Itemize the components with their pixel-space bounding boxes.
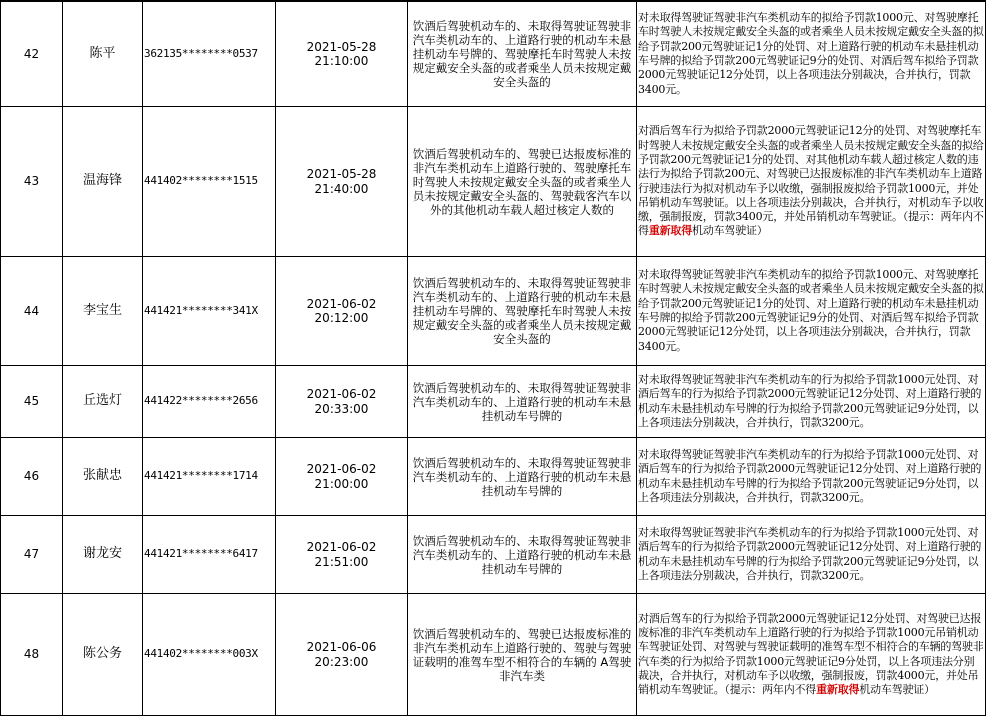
cell-penalty <box>637 366 986 438</box>
cell-id <box>143 366 276 438</box>
violation-date: 2021-06-02 <box>306 462 377 476</box>
cell-id <box>143 516 276 594</box>
penalty-table <box>0 1 986 716</box>
penalty-text: 对酒后驾车行为拟给予罚款2000元驾驶证记12分的处罚、对驾驶摩托车时驾驶人未按规定戴安全头盔的或者乘坐人员未按规定戴安全头盔的拟给予罚款200元驾驶证记1分的处罚、对其他机动车载人超过核定人数的违法行为拟给予罚款200元、对驾驶已达报废标准的非汽车类机动车上道路行驶违法行为拟对机动车予以收缴，强制报废拟给予罚款1000元，并处吊销机动车驾驶证。以上各项违法分别裁决，合并执行，对机动车予以收缴，强制报废，罚款3400元，并处吊销机动车驾驶证。（提示：两年内不得 <box>638 124 984 238</box>
cell-name <box>63 366 143 438</box>
cell-time <box>276 366 408 438</box>
violation-text: 饮酒后驾驶机动车的、未取得驾驶证驾驶非汽车类机动车的、上道路行驶的机动车未悬挂机动车号牌的 <box>412 533 632 576</box>
violation-date: 2021-05-28 <box>306 39 377 54</box>
violation-date: 2021-05-28 <box>306 167 377 181</box>
cell-penalty <box>637 2 986 107</box>
row-number: 48 <box>23 647 40 662</box>
penalty-text: 对未取得驾驶证驾驶非汽车类机动车的行为拟给予罚款1000元处罚、对酒后驾车的行为拟给予罚款2000元驾驶证记12分处罚、对上道路行驶的机动车未悬挂机动车号牌的行为拟给予罚款200元驾驶证记9分处罚，以上各项违法分别裁决，合并执行，罚款3200元。 <box>638 372 982 429</box>
person-name: 陈公务 <box>82 646 122 662</box>
violation-time: 21:00:00 <box>314 476 369 491</box>
cell-penalty <box>637 594 986 716</box>
id-number: 441422********2656 <box>144 394 258 408</box>
violation-time: 20:12:00 <box>314 311 369 325</box>
violation-date: 2021-06-02 <box>306 387 377 401</box>
cell-index <box>1 594 63 716</box>
cell-time <box>276 2 408 107</box>
penalty-text: 对酒后驾车的行为拟给予罚款2000元驾驶证记12分处罚、对驾驶已达报废标准的非汽车类机动车上道路行驶的行为拟给予罚款1000元吊销机动车驾驶证处罚、对驾驶与驾驶证载明的准驾车型不相符合的车辆的驾驶非汽车类的行为拟给予罚款1000元驾驶证记9分处罚，以上各项违法分别裁决，合并执行，对机动车予以收缴，强制报废，罚款4000元，并处吊销机动车驾驶证。（提示：两年内不得 <box>638 611 984 697</box>
cell-time <box>276 257 408 366</box>
person-name: 李宝生 <box>82 302 122 318</box>
violation-text: 饮酒后驾驶机动车的、未取得驾驶证驾驶非汽车类机动车的、上道路行驶的机动车未悬挂机动车号牌的 <box>412 380 632 423</box>
violation-time: 20:23:00 <box>314 654 369 669</box>
cell-name <box>63 257 143 366</box>
cell-name <box>63 2 143 107</box>
cell-index <box>1 107 63 257</box>
person-name: 张献忠 <box>82 468 122 484</box>
row-number: 44 <box>23 303 40 318</box>
cell-penalty <box>637 257 986 366</box>
cell-name <box>63 438 143 516</box>
row-number: 43 <box>23 174 40 189</box>
id-number: 362135********0537 <box>144 46 258 60</box>
row-number: 45 <box>23 394 40 409</box>
violation-text: 饮酒后驾驶机动车的、未取得驾驶证驾驶非汽车类机动车的、上道路行驶的机动车未悬挂机动车号牌的、驾驶摩托车时驾驶人未按规定戴安全头盔的或者乘坐人员未按规定戴安全头盔的 <box>412 19 632 89</box>
table-row <box>1 107 986 257</box>
table-row <box>1 516 986 594</box>
cell-index <box>1 2 63 107</box>
penalty-tail: 机动车驾驶证） <box>692 224 768 238</box>
cell-violation <box>408 594 637 716</box>
cell-violation <box>408 257 637 366</box>
id-number: 441421********6417 <box>144 547 258 561</box>
person-name: 谢龙安 <box>82 546 122 562</box>
violation-time: 21:10:00 <box>314 54 369 68</box>
violation-text: 饮酒后驾驶机动车的、驾驶已达报废标准的非汽车类机动车上道路行驶的、驾驶与驾驶证载明的准驾车型不相符合的车辆的 A驾驶非汽车类 <box>412 626 632 683</box>
cell-violation <box>408 366 637 438</box>
violation-text: 饮酒后驾驶机动车的、未取得驾驶证驾驶非汽车类机动车的、上道路行驶的机动车未悬挂机动车号牌的 <box>412 455 632 498</box>
table-row <box>1 366 986 438</box>
penalty-text: 对未取得驾驶证驾驶非汽车类机动车的拟给予罚款1000元、对驾驶摩托车时驾驶人未按规定戴安全头盔的或者乘坐人员未按规定戴安全头盔的拟给予罚款200元驾驶证记1分的处罚、对上道路行驶的机动车未悬挂机动车号牌的拟给予罚款200元驾驶证记9分的处罚、对酒后驾车拟给予罚款2000元驾驶证记12分处罚，以上各项违法分别裁决，合并执行，罚款3400元。 <box>638 11 984 96</box>
violation-date: 2021-06-02 <box>306 296 377 311</box>
cell-index <box>1 438 63 516</box>
penalty-text: 对未取得驾驶证驾驶非汽车类机动车的拟给予罚款1000元、对驾驶摩托车时驾驶人未按规定戴安全头盔的或者乘坐人员未按规定戴安全头盔的拟给予罚款200元驾驶证记1分的处罚、对上道路行驶的机动车未悬挂机动车号牌的拟给予罚款200元驾驶证记9分的处罚、对酒后驾车拟给予罚款2000元驾驶证记12分处罚，以上各项违法分别裁决，合并执行，罚款3400元。 <box>638 268 984 353</box>
table-row <box>1 257 986 366</box>
cell-penalty <box>637 107 986 257</box>
penalty-text: 对未取得驾驶证驾驶非汽车类机动车的行为拟给予罚款1000元处罚、对酒后驾车的行为拟给予罚款2000元驾驶证记12分处罚、对上道路行驶的机动车未悬挂机动车号牌的行为拟给予罚款200元驾驶证记9分处罚，以上各项违法分别裁决，合并执行，罚款3200元。 <box>638 525 982 582</box>
violation-text: 饮酒后驾驶机动车的、未取得驾驶证驾驶非汽车类机动车的、上道路行驶的机动车未悬挂机动车号牌的、驾驶摩托车时驾驶人未按规定戴安全头盔的或者乘坐人员未按规定戴安全头盔的 <box>412 276 632 346</box>
id-number: 441402********1515 <box>144 174 258 188</box>
cell-index <box>1 366 63 438</box>
cell-name <box>63 107 143 257</box>
id-number: 441421********341X <box>144 303 258 317</box>
row-number: 47 <box>23 547 40 562</box>
table-row <box>1 2 986 107</box>
row-number: 42 <box>23 46 40 61</box>
cell-violation <box>408 516 637 594</box>
violation-date: 2021-06-02 <box>306 540 377 554</box>
penalty-text: 对未取得驾驶证驾驶非汽车类机动车的行为拟给予罚款1000元处罚、对酒后驾车的行为拟给予罚款2000元驾驶证记12分处罚、对上道路行驶的机动车未悬挂机动车号牌的行为拟给予罚款200元驾驶证记9分处罚，以上各项违法分别裁决，合并执行，罚款3200元。 <box>638 447 982 504</box>
cell-id <box>143 438 276 516</box>
cell-penalty <box>637 516 986 594</box>
violation-time: 21:40:00 <box>314 181 369 196</box>
violation-date: 2021-06-06 <box>306 640 377 654</box>
person-name: 陈平 <box>89 45 116 61</box>
cell-id <box>143 2 276 107</box>
table-row <box>1 438 986 516</box>
person-name: 丘选灯 <box>82 393 122 409</box>
cell-time <box>276 438 408 516</box>
cell-violation <box>408 2 637 107</box>
table-row <box>1 594 986 716</box>
penalty-tail: 机动车驾驶证） <box>859 683 935 697</box>
cell-id <box>143 257 276 366</box>
violation-time: 21:51:00 <box>314 554 369 569</box>
cell-violation <box>408 107 637 257</box>
row-number: 46 <box>23 469 40 484</box>
table-body <box>1 2 986 716</box>
violation-text: 饮酒后驾驶机动车的、驾驶已达报废标准的非汽车类机动车上道路行驶的、驾驶摩托车时驾驶人未按规定戴安全头盔的或者乘坐人员未按规定戴安全头盔的、驾驶载客汽车以外的其他机动车载人超过核定人数的 <box>412 146 632 217</box>
cell-time <box>276 107 408 257</box>
cell-violation <box>408 438 637 516</box>
id-number: 441402********003X <box>144 647 258 661</box>
person-name: 温海锋 <box>82 173 122 189</box>
cell-name <box>63 516 143 594</box>
cell-index <box>1 257 63 366</box>
penalty-highlight: 重新取得 <box>816 683 860 697</box>
cell-id <box>143 107 276 257</box>
cell-time <box>276 516 408 594</box>
penalty-highlight: 重新取得 <box>648 224 693 238</box>
cell-penalty <box>637 438 986 516</box>
cell-id <box>143 594 276 716</box>
id-number: 441421********1714 <box>144 469 258 483</box>
cell-time <box>276 594 408 716</box>
cell-index <box>1 516 63 594</box>
violation-time: 20:33:00 <box>314 401 369 416</box>
cell-name <box>63 594 143 716</box>
